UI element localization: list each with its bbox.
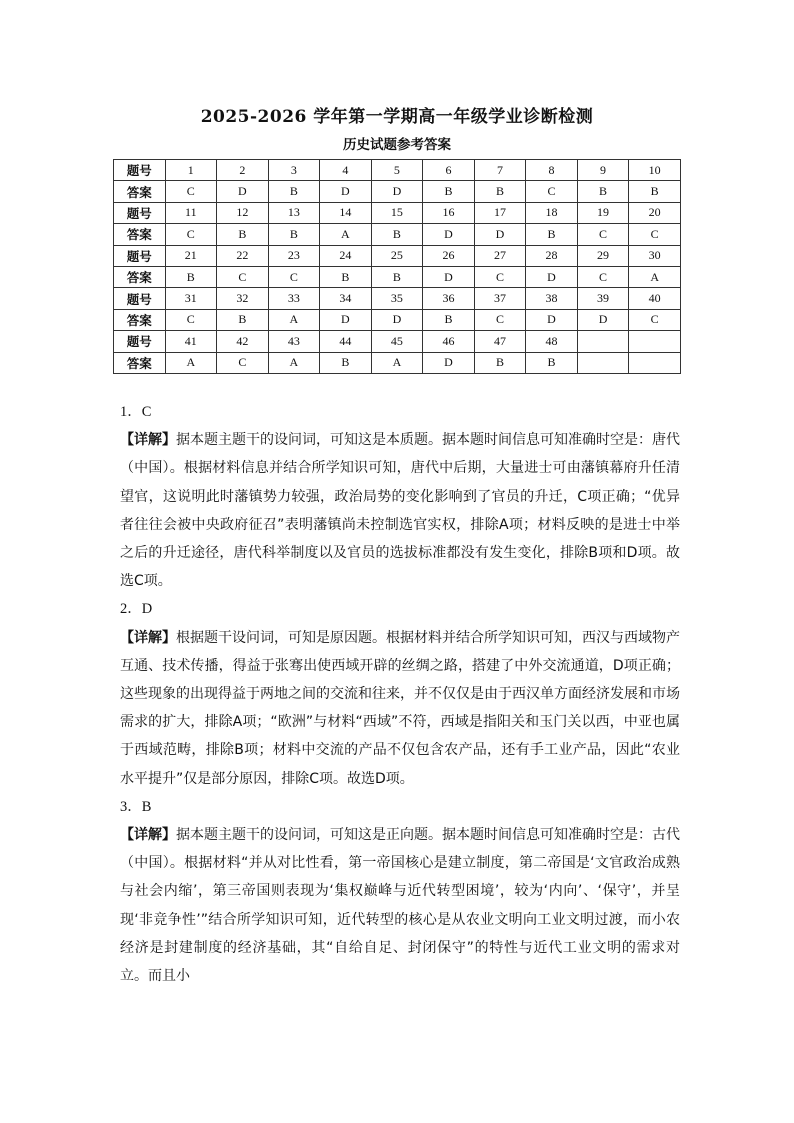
answer-cell: B	[268, 181, 320, 202]
question-number-cell: 22	[217, 245, 269, 266]
question-number-cell: 46	[423, 331, 475, 352]
question-number-cell: 37	[474, 288, 526, 309]
question-number-cell: 45	[371, 331, 423, 352]
question-number-row-label: 题号	[114, 245, 166, 266]
question-number-cell	[629, 331, 681, 352]
answer-cell: B	[165, 266, 217, 287]
answer-cell: A	[320, 224, 372, 245]
answer-cell: D	[423, 266, 475, 287]
question-number-cell: 28	[526, 245, 578, 266]
explanation-label: 【详解】	[120, 432, 176, 449]
answer-cell: A	[268, 309, 320, 330]
explanation-text: 据本题主题干的设问词，可知这是正向题。据本题时间信息可知准确时空是：古代（中国）。根据材料“并从对比性看，第一帝国核心是建立制度，第二帝国是‘文官政治成熟与社会内缩’，第三帝国则表现为‘集权巅峰与近代转型困境’，较为‘内向’、‘保守’，并呈现‘非竞争性’”结合所学知识可知，近代转型的核心是从农业文明向工业文明过渡，而小农经济是封建制度的经济基础，其“自给自足、封闭保守”的特性与近代工业文明的需求对立。而且小	[120, 827, 680, 985]
question-heading: 2．D	[120, 601, 153, 618]
question-number-cell: 42	[217, 331, 269, 352]
answer-cell: A	[268, 352, 320, 373]
question-number-cell: 2	[217, 160, 269, 181]
explanation-label: 【详解】	[120, 629, 176, 646]
answer-cell: C	[474, 309, 526, 330]
answer-cell: D	[320, 309, 372, 330]
question-number-cell: 26	[423, 245, 475, 266]
answer-cell: B	[629, 181, 681, 202]
explanation-paragraph	[120, 624, 680, 793]
answer-cell: A	[165, 352, 217, 373]
question-number-cell: 6	[423, 160, 475, 181]
question-number-row-label: 题号	[114, 202, 166, 223]
answer-cell: D	[474, 224, 526, 245]
answer-row-label: 答案	[114, 352, 166, 373]
explanations	[120, 398, 680, 990]
answer-cell: C	[268, 266, 320, 287]
question-number-cell: 23	[268, 245, 320, 266]
explanation-text: 据本题主题干的设问词，可知这是本质题。据本题时间信息可知准确时空是：唐代（中国）。根据材料信息并结合所学知识可知，唐代中后期，大量进士可由藩镇幕府升任清望官，这说明此时藩镇势力较强，政治局势的变化影响到了官员的升迁，C项正确；“优异者往往会被中央政府征召”表明藩镇尚未控制选官实权，排除A项；材料反映的是进士中举之后的升迁途径，唐代科举制度以及官员的选拔标准都没有发生变化，排除B项和D项。故选C项。	[120, 432, 680, 590]
question-number-cell: 25	[371, 245, 423, 266]
answer-row	[114, 266, 681, 287]
answer-cell: C	[629, 224, 681, 245]
explanation-paragraph	[120, 821, 680, 990]
answer-cell: D	[526, 266, 578, 287]
answer-cell: B	[217, 224, 269, 245]
question-number-cell: 20	[629, 202, 681, 223]
answer-cell	[629, 352, 681, 373]
question-number-cell: 8	[526, 160, 578, 181]
answer-cell: C	[629, 309, 681, 330]
answer-cell: B	[526, 352, 578, 373]
question-number-cell: 43	[268, 331, 320, 352]
question-number-cell: 16	[423, 202, 475, 223]
question-number-cell: 4	[320, 160, 372, 181]
answer-cell: D	[320, 181, 372, 202]
question-heading: 3．B	[120, 798, 152, 815]
question-number-cell: 5	[371, 160, 423, 181]
question-number-cell: 3	[268, 160, 320, 181]
explanation-text: 根据题干设问词，可知是原因题。根据材料并结合所学知识可知，西汉与西域物产互通、技术传播，得益于张骞出使西域开辟的丝绸之路，搭建了中外交流通道，D项正确；这些现象的出现得益于两地之间的交流和往来，并不仅仅是由于西汉单方面经济发展和市场需求的扩大，排除A项；“欧洲”与材料“西域”不符，西域是指阳关和玉门关以西，中亚也属于西域范畴，排除B项；材料中交流的产品不仅包含农产品，还有手工业产品，因此“农业水平提升”仅是部分原因，排除C项。故选D项。	[120, 629, 680, 787]
answer-cell: D	[371, 181, 423, 202]
answer-cell: D	[371, 309, 423, 330]
question-number-cell: 17	[474, 202, 526, 223]
answer-cell: B	[474, 352, 526, 373]
question-heading: 1．C	[120, 404, 152, 420]
question-number-cell: 12	[217, 202, 269, 223]
answer-cell: D	[577, 309, 629, 330]
answer-cell: B	[577, 181, 629, 202]
question-number-row	[114, 331, 681, 352]
answer-cell: C	[165, 224, 217, 245]
question-number-cell: 44	[320, 331, 372, 352]
answer-cell: B	[371, 266, 423, 287]
answer-row	[114, 224, 681, 245]
answer-cell: D	[217, 181, 269, 202]
answer-cell: B	[268, 224, 320, 245]
question-number-cell: 35	[371, 288, 423, 309]
question-number-cell: 33	[268, 288, 320, 309]
question-number-cell: 1	[165, 160, 217, 181]
answer-row	[114, 352, 681, 373]
answer-cell: B	[526, 224, 578, 245]
answer-cell: B	[320, 352, 372, 373]
question-number-row-label: 题号	[114, 288, 166, 309]
question-number-cell: 21	[165, 245, 217, 266]
answer-cell: A	[629, 266, 681, 287]
question-number-cell: 39	[577, 288, 629, 309]
answer-row-label: 答案	[114, 224, 166, 245]
question-number-cell: 34	[320, 288, 372, 309]
question-number-cell: 30	[629, 245, 681, 266]
question-number-cell: 24	[320, 245, 372, 266]
answer-row-label: 答案	[114, 181, 166, 202]
question-number-cell: 10	[629, 160, 681, 181]
question-number-cell: 36	[423, 288, 475, 309]
question-number-cell: 47	[474, 331, 526, 352]
question-number-row	[114, 245, 681, 266]
question-number-row	[114, 160, 681, 181]
question-number-cell: 18	[526, 202, 578, 223]
question-number-row-label: 题号	[114, 160, 166, 181]
answer-cell: B	[217, 309, 269, 330]
question-number-row	[114, 288, 681, 309]
answer-row	[114, 309, 681, 330]
answer-cell: C	[217, 352, 269, 373]
question-number-cell: 27	[474, 245, 526, 266]
answer-cell	[577, 352, 629, 373]
answer-cell: B	[423, 181, 475, 202]
answer-row-label: 答案	[114, 266, 166, 287]
answer-row-label: 答案	[114, 309, 166, 330]
answer-cell: D	[423, 352, 475, 373]
answer-cell: C	[217, 266, 269, 287]
answer-cell: C	[474, 266, 526, 287]
answer-cell: C	[526, 181, 578, 202]
question-number-cell: 9	[577, 160, 629, 181]
answer-key-table	[113, 159, 681, 374]
question-number-cell: 40	[629, 288, 681, 309]
question-number-cell: 15	[371, 202, 423, 223]
explanation-label: 【详解】	[120, 827, 176, 844]
question-number-cell: 38	[526, 288, 578, 309]
answer-cell: B	[474, 181, 526, 202]
answer-cell: C	[165, 181, 217, 202]
question-number-row-label: 题号	[114, 331, 166, 352]
answer-cell: C	[577, 224, 629, 245]
question-number-cell: 19	[577, 202, 629, 223]
question-number-cell: 13	[268, 202, 320, 223]
page-subtitle: 历史试题参考答案	[343, 137, 451, 153]
answer-cell: D	[423, 224, 475, 245]
answer-cell: D	[526, 309, 578, 330]
question-number-row	[114, 202, 681, 223]
question-number-cell: 31	[165, 288, 217, 309]
page-title: 2025-2026 学年第一学期高一年级学业诊断检测	[200, 107, 594, 127]
question-number-cell	[577, 331, 629, 352]
explanation-paragraph	[120, 426, 680, 595]
question-number-cell: 14	[320, 202, 372, 223]
question-number-cell: 41	[165, 331, 217, 352]
question-number-cell: 7	[474, 160, 526, 181]
answer-cell: C	[165, 309, 217, 330]
question-number-cell: 48	[526, 331, 578, 352]
question-number-cell: 11	[165, 202, 217, 223]
question-number-cell: 32	[217, 288, 269, 309]
answer-cell: B	[423, 309, 475, 330]
answer-cell: B	[320, 266, 372, 287]
answer-cell: C	[577, 266, 629, 287]
answer-cell: A	[371, 352, 423, 373]
answer-row	[114, 181, 681, 202]
answer-cell: B	[371, 224, 423, 245]
question-number-cell: 29	[577, 245, 629, 266]
